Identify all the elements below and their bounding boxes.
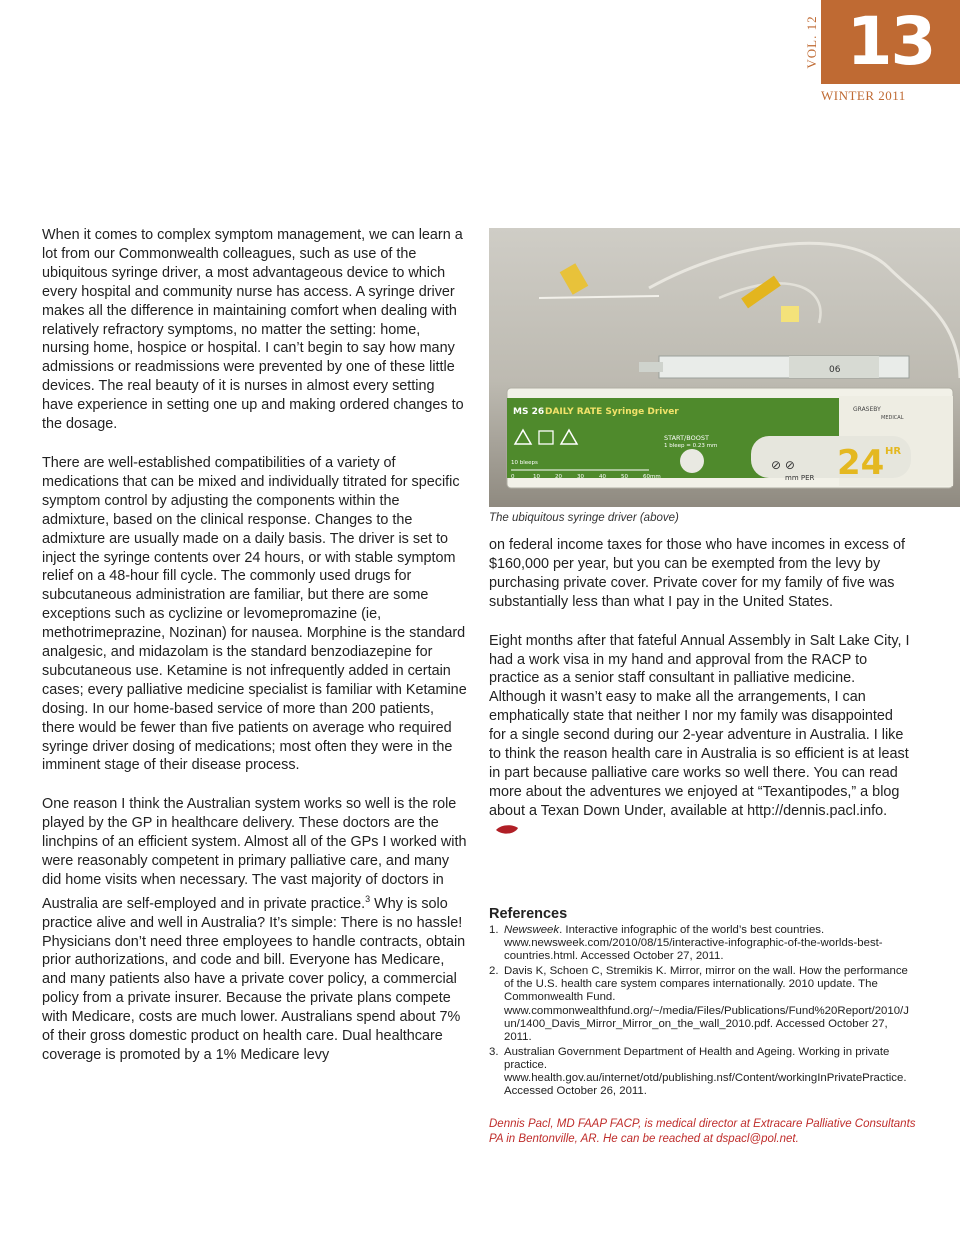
reference-number: 2.: [489, 965, 499, 978]
svg-text:⊘ ⊘: ⊘ ⊘: [771, 458, 795, 472]
brand-line1: GRASEBY: [853, 406, 881, 413]
page-number: 13: [821, 0, 960, 84]
adventure-text: Eight months after that fateful Annual Assembly in Salt Lake City, I had a work visa in my hand and approval from the RACP to practice as a senior staff consultant in palliative medicine. Although it wasn’t easy to make all the arrangements, I can emphatically state that neither I nor my family was disappointed for a single second during our 2-year adventure in Australia. I like to think the reason health care in Australia is so efficient is at least in part because palliative care works so well there. You can read more about the adventures we enjoyed at “Texantipodes,” a blog about a Texan Down Under, available at http://dennis.pacl.info.: [489, 632, 910, 819]
references-heading: References: [489, 906, 568, 922]
bleep-label: 1 bleep = 0.23 mm: [664, 443, 718, 449]
rate-suffix: HR: [885, 446, 902, 457]
paragraph-syringe-driver: When it comes to complex symptom management, we can learn a lot from our Commonwealth colleagues, such as use of the ubiquitous syringe driver, a most advantageous device to which every hospital and community nurse has access. A syringe driver makes all the difference in maintaining comfort when dealing with relatively refractory symptoms, no matter the setting: home, nursing home, hospice or hospital. I can’t begin to say how many admissions or readmissions were prevented by one of these little devices. The real beauty of it is nurses in almost every setting have experience in setting one up and making ordered changes to the dosage.: [42, 227, 464, 433]
rate-unit: mm PER: [785, 474, 815, 482]
solo-practice-text: Why is solo practice alive and well in Australia? It’s simple: There is no hassle! Physicians don’t need three employees to handle contracts, obtain prior authorizations, and code and bill. Everyone has Medicare, and many patients also have a private cover policy, a commercial policy from a private insurer. Because the private plans compete with Medicare, costs are much lower. Australians spend about 7% of their gross domestic product on health care. Dual healthcare coverage is promoted by a 1% Medicare levy: [42, 895, 466, 1063]
scale-tick-label: 20: [555, 474, 562, 480]
syringe-driver-illustration: [489, 228, 960, 507]
issue-season: WINTER 2011: [821, 88, 906, 103]
reference-journal: Newsweek: [504, 924, 560, 936]
paragraph-compatibilities: There are well-established compatibilities of a variety of medications that can be mixed and individually titrated for specific symptom control by adjusting the components within the admixture, based on the clinical response. Changes to the admixture are usually made on a daily basis. The driver is set to inject the syringe contents over 24 hours, or with stable symptom relief on a 48-hour fill cycle. The commonly used drugs for subcutaneous administration are familiar, but there are some exceptions such as cyclizine or levomepromazine (ie, methotrimeprazine, Nozinan) for nausea. Morphine is the standard analgesic, and midazolam is the standard benzodiazepine for subcutaneous use. Ketamine is not infrequently added in certain cases; every palliative medicine specialist is familiar with Ketamine dosing. In our home-based service of more than 200 patients, there would be fewer than five patients on average who required syringe driver dosing of medications; most often they were in the imminent stage of their disease process.: [42, 454, 467, 774]
scale-tick-label: 40: [599, 474, 606, 480]
start-boost-button: [680, 449, 704, 473]
reference-number: 1.: [489, 924, 499, 936]
brand-line2: MEDICAL: [881, 415, 904, 421]
references-list: [489, 924, 909, 1098]
reference-item: [489, 1046, 909, 1098]
references-section: [489, 906, 909, 1100]
rate-number: 24: [837, 443, 885, 483]
photo-caption: The ubiquitous syringe driver (above): [489, 512, 679, 524]
reference-text: Davis K, Schoen C, Stremikis K. Mirror, mirror on the wall. How the performance of the U.S. health care system compares internationally. 2010 update. The Commonwealth Fund. www.commonwealthfund.org/~/media/Files/Publications/Fund%20Report/2010/Jun/1400_Davis_Mirror_Mirror_on_the_wall_2010.pdf. Accessed October 27, 2011.: [504, 965, 909, 1043]
scale-tick-label: 50: [621, 474, 628, 480]
scale-tick-label: 60mm: [643, 474, 661, 480]
author-bio: Dennis Pacl, MD FAAP FACP, is medical director at Extracare Palliative Consultants PA in Bentonville, AR. He can be reached at dspacl@pol.net.: [489, 1118, 916, 1145]
paragraph-adventure: [489, 632, 911, 840]
bleeps-label: 10 bleeps: [511, 460, 538, 466]
gp-role-text: One reason I think the Australian system works so well is the role played by the GP in healthcare delivery. These doctors are the linchpins of an efficient system. Almost all of the GPs I worked with were reasonably competent in primary palliative care, and many did home visits when necessary. The vast majority of doctors in Australia are self-employed and in private practice.: [42, 796, 467, 912]
reference-item: [489, 965, 909, 1044]
device-model: MS 26: [513, 407, 545, 417]
reference-text: Australian Government Department of Health and Ageing. Working in private practice. www.health.gov.au/internet/otd/publishing.nsf/Content/workingInPrivatePractice. Accessed October 26, 2011.: [504, 1045, 907, 1098]
reference-item: [489, 924, 909, 963]
reference-number: 3.: [489, 1045, 499, 1058]
scale-tick-label: 0: [511, 474, 515, 480]
paragraph-gp-role: [42, 795, 468, 1064]
volume-label: VOL. 12: [804, 15, 819, 69]
left-column: [42, 226, 468, 1065]
reference-text: . Interactive infographic of the world’s best countries. www.newsweek.com/2010/08/15/interactive-infographic-of-the-worlds-best-countries.html. Accessed October 27, 2011.: [504, 924, 883, 963]
syringe-driver-photo: [489, 228, 960, 507]
end-mark-icon: [495, 824, 519, 836]
syringe-mark: 06: [829, 365, 841, 375]
device-title: DAILY RATE Syringe Driver: [545, 407, 679, 417]
scale-tick-label: 10: [533, 474, 540, 480]
start-boost-label: START/BOOST: [664, 434, 709, 442]
scale-tick-label: 30: [577, 474, 584, 480]
right-column: [489, 536, 911, 840]
footnote-marker: 3: [365, 893, 371, 904]
paragraph-levy: on federal income taxes for those who have incomes in excess of $160,000 per year, but you can be exempted from the levy by purchasing private cover. Private cover for my family of five was substantially less than what I pay in the United States.: [489, 537, 905, 610]
